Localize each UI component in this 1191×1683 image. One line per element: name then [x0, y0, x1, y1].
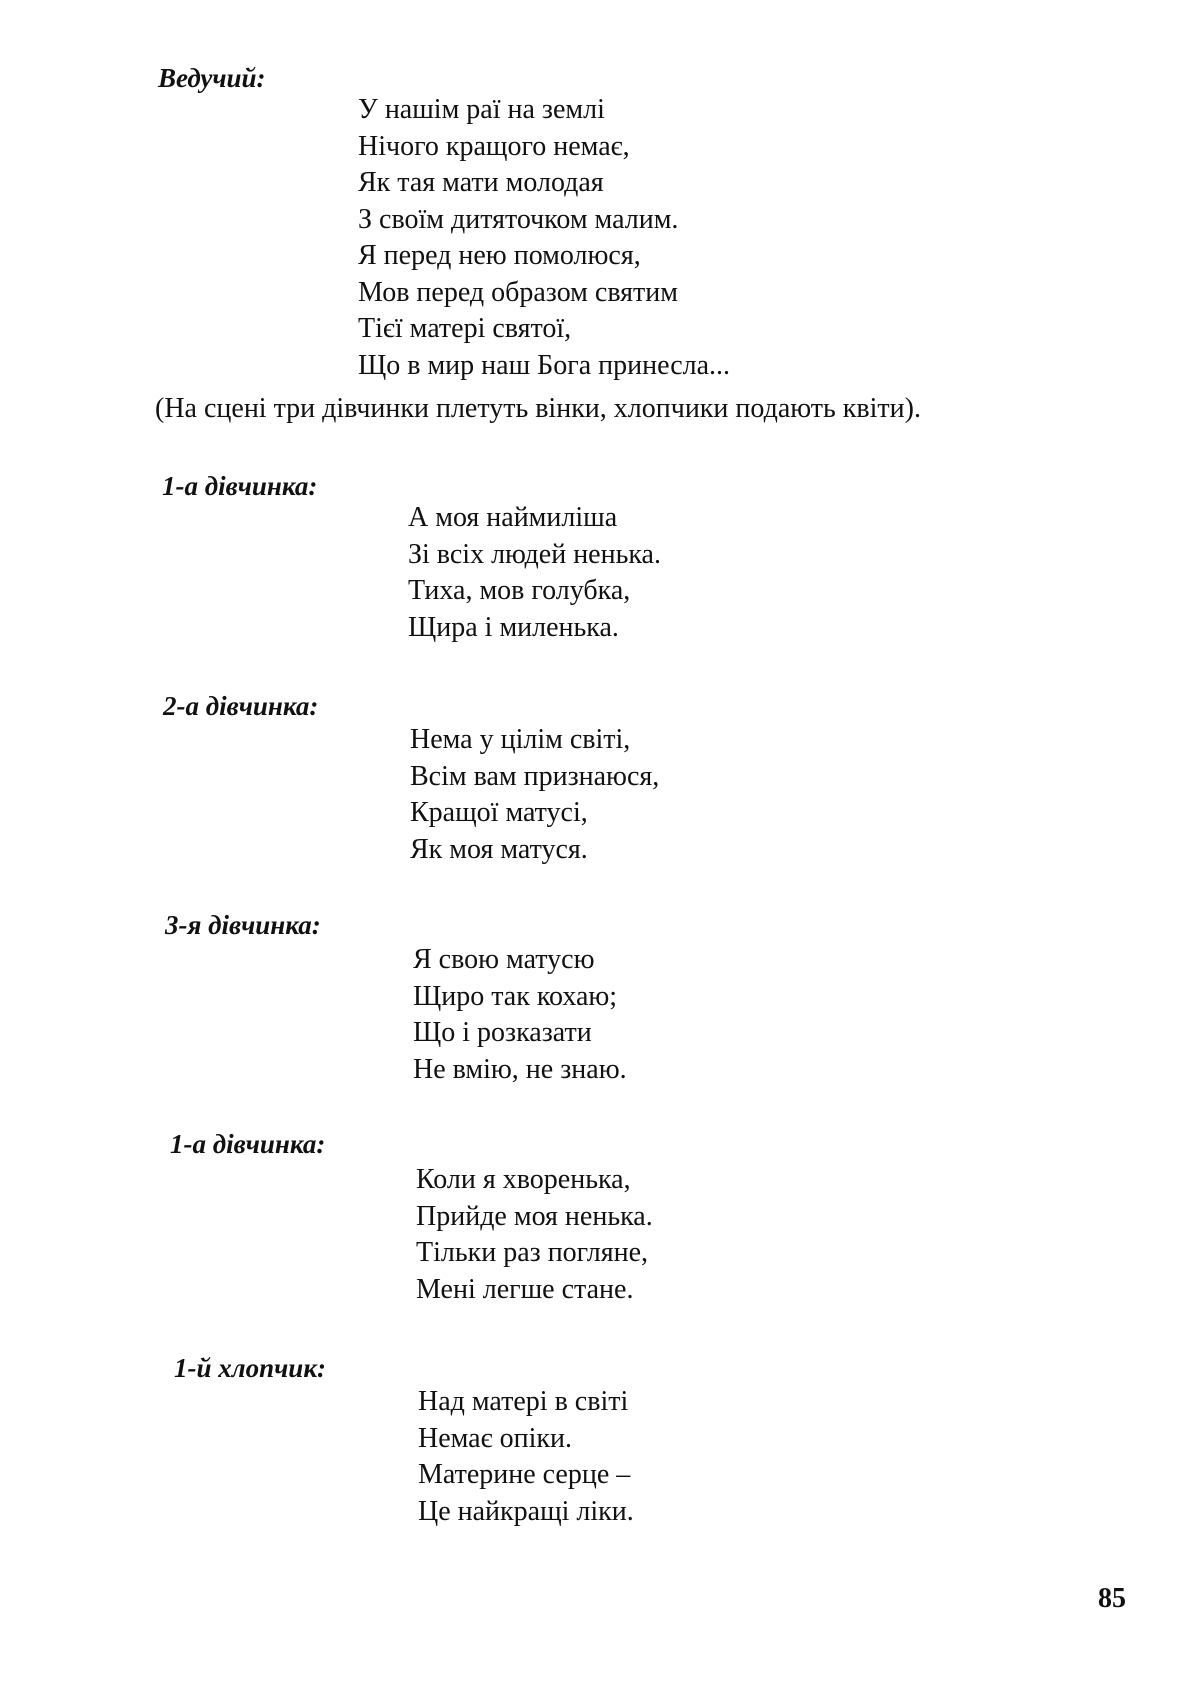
- verse-line: З своїм дитяточком малим.: [358, 203, 679, 235]
- verse-line: Щиро так кохаю;: [413, 980, 618, 1012]
- verse-line: Тиха, мов голубка,: [408, 575, 631, 606]
- verse-line: Нічого кращого немає,: [358, 130, 630, 162]
- verse-line: А моя наймиліша: [408, 502, 618, 533]
- verse-line: Не вмію, не знаю.: [413, 1053, 627, 1085]
- verse-line: Щира і миленька.: [408, 611, 619, 643]
- speaker-label: 2-а дівчинка:: [163, 691, 319, 721]
- verse-line: Як тая мати молодая: [358, 167, 604, 198]
- verse-line: Я перед нею помолюся,: [358, 240, 641, 271]
- verse-line: Мов перед образом святим: [358, 276, 678, 308]
- verse-line: Всім вам признаюся,: [410, 760, 660, 792]
- verse-line: Прийде моя ненька.: [416, 1200, 653, 1232]
- page-number: 85: [1098, 1583, 1126, 1614]
- verse-line: Кращої матусі,: [410, 797, 588, 828]
- speaker-label: 1-а дівчинка:: [162, 471, 318, 501]
- verse-line: Коли я хворенька,: [416, 1164, 631, 1195]
- verse-stanza: [418, 1384, 634, 1530]
- speaker-label: Ведучий:: [158, 63, 266, 93]
- verse-line: Нема у цілім світі,: [410, 724, 631, 755]
- verse-stanza: [408, 500, 661, 646]
- verse-stanza: [410, 722, 659, 868]
- verse-line: Я свою матусю: [413, 944, 595, 975]
- verse-line: У нашім раї на землі: [358, 94, 605, 125]
- speaker-label: 1-й хлопчик:: [174, 1353, 326, 1383]
- verse-line: Материне серце –: [418, 1459, 631, 1490]
- verse-line: Як моя матуся.: [410, 833, 588, 865]
- verse-line: Що і розказати: [413, 1017, 592, 1048]
- verse-stanza: [416, 1162, 653, 1308]
- speaker-label: 3-я дівчинка:: [165, 910, 321, 940]
- verse-line: Зі всіх людей ненька.: [408, 538, 661, 570]
- verse-line: Тільки раз погляне,: [416, 1237, 649, 1268]
- verse-stanza: [413, 942, 627, 1088]
- verse-line: Тієї матері святої,: [358, 313, 572, 344]
- verse-line: Мені легше стане.: [416, 1273, 634, 1305]
- speaker-label: 1-а дівчинка:: [170, 1129, 326, 1159]
- verse-stanza: [358, 92, 730, 384]
- verse-line: Що в мир наш Бога принесла...: [358, 349, 731, 381]
- verse-line: Над матері в світі: [418, 1386, 629, 1417]
- verse-line: Це найкращі ліки.: [418, 1495, 634, 1527]
- stage-direction: (На сцені три дівчинки плетуть вінки, хлопчики подають квіти).: [155, 393, 921, 424]
- verse-line: Немає опіки.: [418, 1422, 572, 1454]
